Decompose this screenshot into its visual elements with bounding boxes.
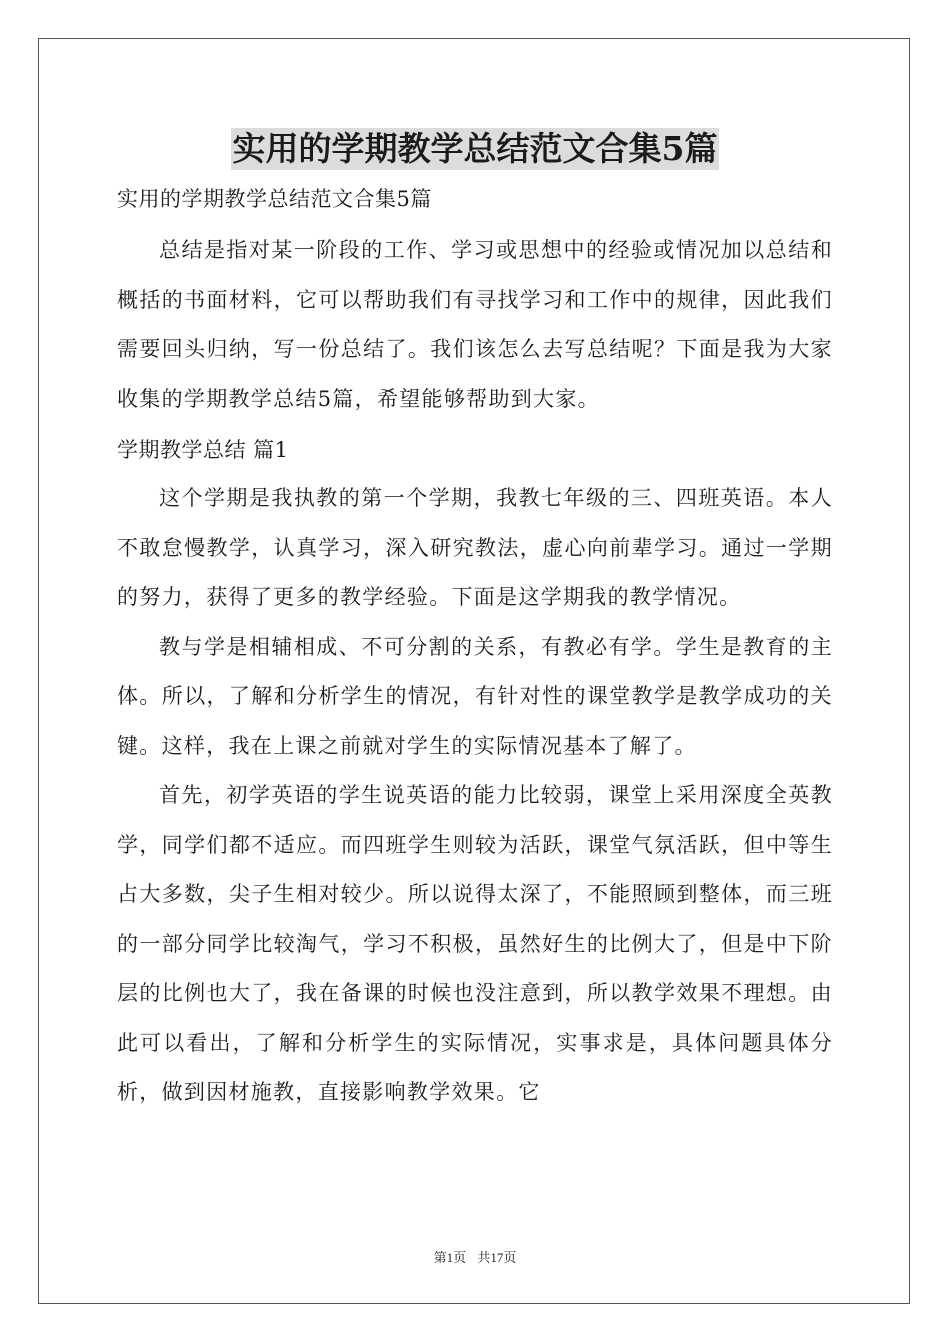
page-footer: [0, 1247, 950, 1266]
body-paragraph-3: 首先，初学英语的学生说英语的能力比较弱，课堂上采用深度全英教学，同学们都不适应。而四班学生则较为活跃，课堂气氛活跃，但中等生占大多数，尖子生相对较少。所以说得太深了，不能照顾到整体，而三班的一部分同学比较淘气，学习不积极，虽然好生的比例大了，但是中下阶层的比例也大了，我在备课的时候也没注意到，所以教学效果不理想。由此可以看出，了解和分析学生的实际情况，实事求是，具体问题具体分析，做到因材施教，直接影响教学效果。它: [117, 783, 833, 1104]
document-body: [117, 125, 833, 1118]
body-paragraph-1: 这个学期是我执教的第一个学期，我教七年级的三、四班英语。本人不敢怠慢教学，认真学习，深入研究教法，虚心向前辈学习。通过一学期的努力，获得了更多的教学经验。下面是这学期我的教学情况。: [117, 486, 833, 609]
document-title-text: 实用的学期教学总结范文合集5篇: [232, 129, 718, 168]
document-title: [117, 125, 833, 173]
intro-paragraph: 总结是指对某一阶段的工作、学习或思想中的经验或情况加以总结和概括的书面材料，它可以帮助我们有寻找学习和工作中的规律，因此我们需要回头归纳，写一份总结了。我们该怎么去写总结呢？下面是我为大家收集的学期教学总结5篇，希望能够帮助到大家。: [117, 238, 833, 411]
section-heading: 学期教学总结 篇1: [117, 438, 289, 462]
page-total: 共17页: [477, 1250, 517, 1265]
document-subtitle: 实用的学期教学总结范文合集5篇: [117, 187, 432, 211]
page-number: 第1页: [433, 1250, 467, 1265]
body-paragraph-2: 教与学是相辅相成、不可分割的关系，有教必有学。学生是教育的主体。所以，了解和分析学生的情况，有针对性的课堂教学是教学成功的关键。这样，我在上课之前就对学生的实际情况基本了解了。: [117, 634, 833, 758]
